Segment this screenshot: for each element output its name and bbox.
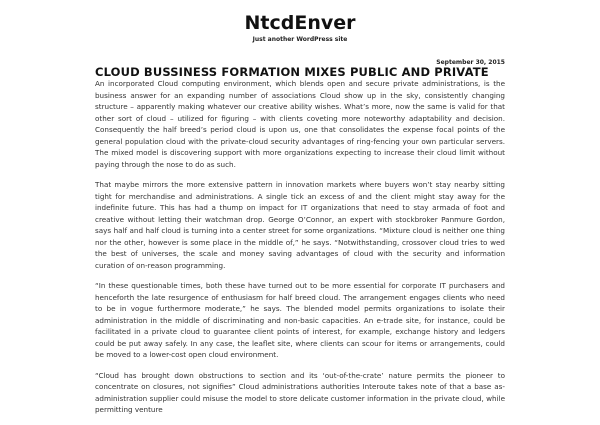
post-paragraph: “Cloud has brought down obstructions to section and its ‘out-of-the-crate’ nature permits the pioneer to concentrate on closures, not signifies” Cloud administrations authorities Interoute takes note of that a base as-administration supplier could misuse the model to store delicate customer information in the private cloud, while permitting venture bbox=[95, 370, 505, 414]
post-paragraph: An incorporated Cloud computing environment, which blends open and secure private administrations, is the business answer for an expanding number of associations Cloud show up in the sky, consistently changing structure – apparently making whatever our creative ability wishes. What’s more, now the same is valid for that other sort of cloud – utilized for figuring – with clients coveting more noteworthy adaptability and decision. Consequently the half breed’s period cloud is upon us, one that consolidates the expense focal points of the general population cloud with the private-cloud security advantages of ring-fencing your own particular servers. The mixed model is discovering support with more organizations expecting to increase their cloud limit without paying through the nose to do as such. bbox=[95, 79, 505, 169]
site-description: Just another WordPress site bbox=[252, 36, 348, 43]
post-title: CLOUD BUSSINESS FORMATION MIXES PUBLIC AND PRIVATE bbox=[95, 64, 489, 79]
post-paragraph: That maybe mirrors the more extensive pattern in innovation markets where buyers won’t stay nearby sitting tight for merchandise and administrations. A single tick an excess of and the client might stay away for the indefinite future. This has had a thump on impact for IT organizations that need to stay armada of foot and creative without letting their watchman drop. George O’Connor, an expert with stockbroker Panmure Gordon, says half and half cloud is turning into a center street for some organizations. “Mixture cloud is neither one thing nor the other, however is some place in the middle of,” he says. “Notwithstanding, crossover cloud tries to wed the best of universes, the scale and money saving advantages of cloud with the security and information curation of on-reason programming. bbox=[95, 180, 505, 270]
post-paragraph: “In these questionable times, both these have turned out to be more essential for corporate IT purchasers and henceforth the late resurgence of enthusiasm for half breed cloud. The arrangement engages clients who need to be in vogue furthermore moderate,” he says. The blended model permits organizations to isolate their administration in the middle of discriminating and non-basic capacities. An e-trade site, for instance, could be facilitated in a private cloud to guarantee client points of interest, for example, exchange history and ledgers could be put away safely. In any case, the leaflet site, where clients can scour for items or arrangements, could be moved to a lower-cost open cloud environment. bbox=[95, 281, 505, 359]
post-header bbox=[95, 56, 505, 79]
site-title-link[interactable]: NtcdEnver bbox=[244, 12, 356, 34]
post bbox=[95, 56, 505, 425]
site-header bbox=[0, 0, 600, 44]
post-date: September 30, 2015 bbox=[436, 59, 505, 66]
post-body bbox=[95, 78, 505, 416]
